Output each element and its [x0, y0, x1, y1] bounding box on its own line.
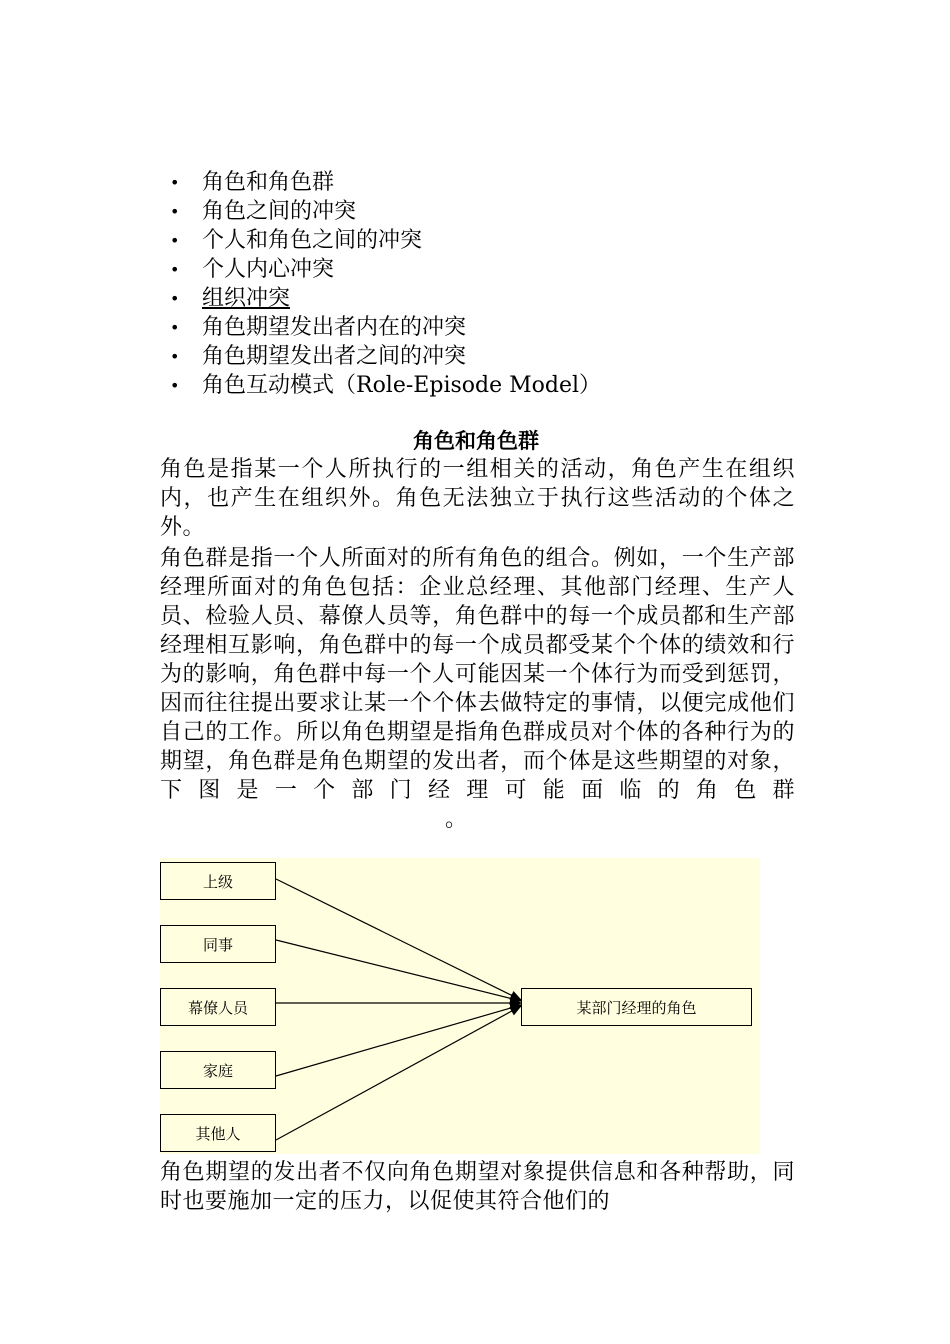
bullet-icon: • [170, 289, 180, 308]
paragraph-role-set [160, 544, 795, 834]
toc-item-inter-role-conflict[interactable] [160, 197, 601, 226]
sender-box-family: 家庭 [160, 1051, 276, 1089]
paragraph-end-mark: 。 [445, 807, 468, 832]
bullet-icon: • [170, 347, 180, 366]
toc-item-inter-sender-conflict[interactable] [160, 342, 601, 371]
toc-item-person-role-conflict[interactable] [160, 226, 601, 255]
toc-item-role-episode-model[interactable] [160, 371, 601, 400]
toc-item-inner-conflict[interactable] [160, 255, 601, 284]
bullet-icon: • [170, 376, 180, 395]
sender-box-superior: 上级 [160, 862, 276, 900]
paragraph-role-set-text: 角色群是指一个人所面对的所有角色的组合。例如，一个生产部经理所面对的角色包括：企业总经理、其他部门经理、生产人员、检验人员、幕僚人员等，角色群中的每一个成员都和生产部经理相互影响，角色群中的每一个成员都受某个个体的绩效和行为的影响，角色群中每一个人可能因某一个体行为而受到惩罚，因而往往提出要求让某一个个体去做特定的事情，以便完成他们自己的工作。所以角色期望是指角色群成员对个体的各种行为的期望，角色群是角色期望的发出者，而个体是这些期望的对象，下图是一个部门经理可能面临的角色群 [160, 546, 795, 803]
toc-item-label[interactable]: 个人和角色之间的冲突 [202, 228, 423, 253]
sender-box-staff: 幕僚人员 [160, 988, 276, 1026]
arrow-colleague [276, 940, 521, 1001]
toc-list [160, 168, 601, 400]
bullet-icon: • [170, 260, 180, 279]
role-set-diagram [160, 858, 760, 1154]
toc-item-org-conflict[interactable] [160, 284, 601, 313]
toc-item-link[interactable]: 组织冲突 [202, 286, 291, 311]
bullet-icon: • [170, 231, 180, 250]
toc-item-label[interactable]: 个人内心冲突 [202, 257, 335, 282]
bullet-icon: • [170, 202, 180, 221]
arrow-family [276, 1005, 521, 1076]
sender-box-colleague: 同事 [160, 925, 276, 963]
target-box-manager-role: 某部门经理的角色 [521, 988, 752, 1026]
arrow-superior [276, 879, 521, 1000]
bullet-icon: • [170, 173, 180, 192]
toc-item-label[interactable]: 角色之间的冲突 [202, 199, 357, 224]
sender-box-others: 其他人 [160, 1114, 276, 1152]
toc-item-label[interactable]: 角色和角色群 [202, 170, 335, 195]
section-heading: 角色和角色群 [413, 428, 539, 453]
toc-item-label[interactable]: 角色互动模式（Role-Episode Model） [202, 373, 602, 398]
toc-item-label[interactable]: 角色期望发出者内在的冲突 [202, 315, 467, 340]
toc-item-intra-sender-conflict[interactable] [160, 313, 601, 342]
arrow-others [276, 1006, 521, 1140]
paragraph-role-definition: 角色是指某一个人所执行的一组相关的活动，角色产生在组织内，也产生在组织外。角色无法独立于执行这些活动的个体之外。 [160, 457, 795, 540]
paragraph-role-pressure: 角色期望的发出者不仅向角色期望对象提供信息和各种帮助，同时也要施加一定的压力，以促使其符合他们的 [160, 1160, 795, 1214]
toc-item-label[interactable]: 角色期望发出者之间的冲突 [202, 344, 467, 369]
toc-item-roles[interactable] [160, 168, 601, 197]
bullet-icon: • [170, 318, 180, 337]
